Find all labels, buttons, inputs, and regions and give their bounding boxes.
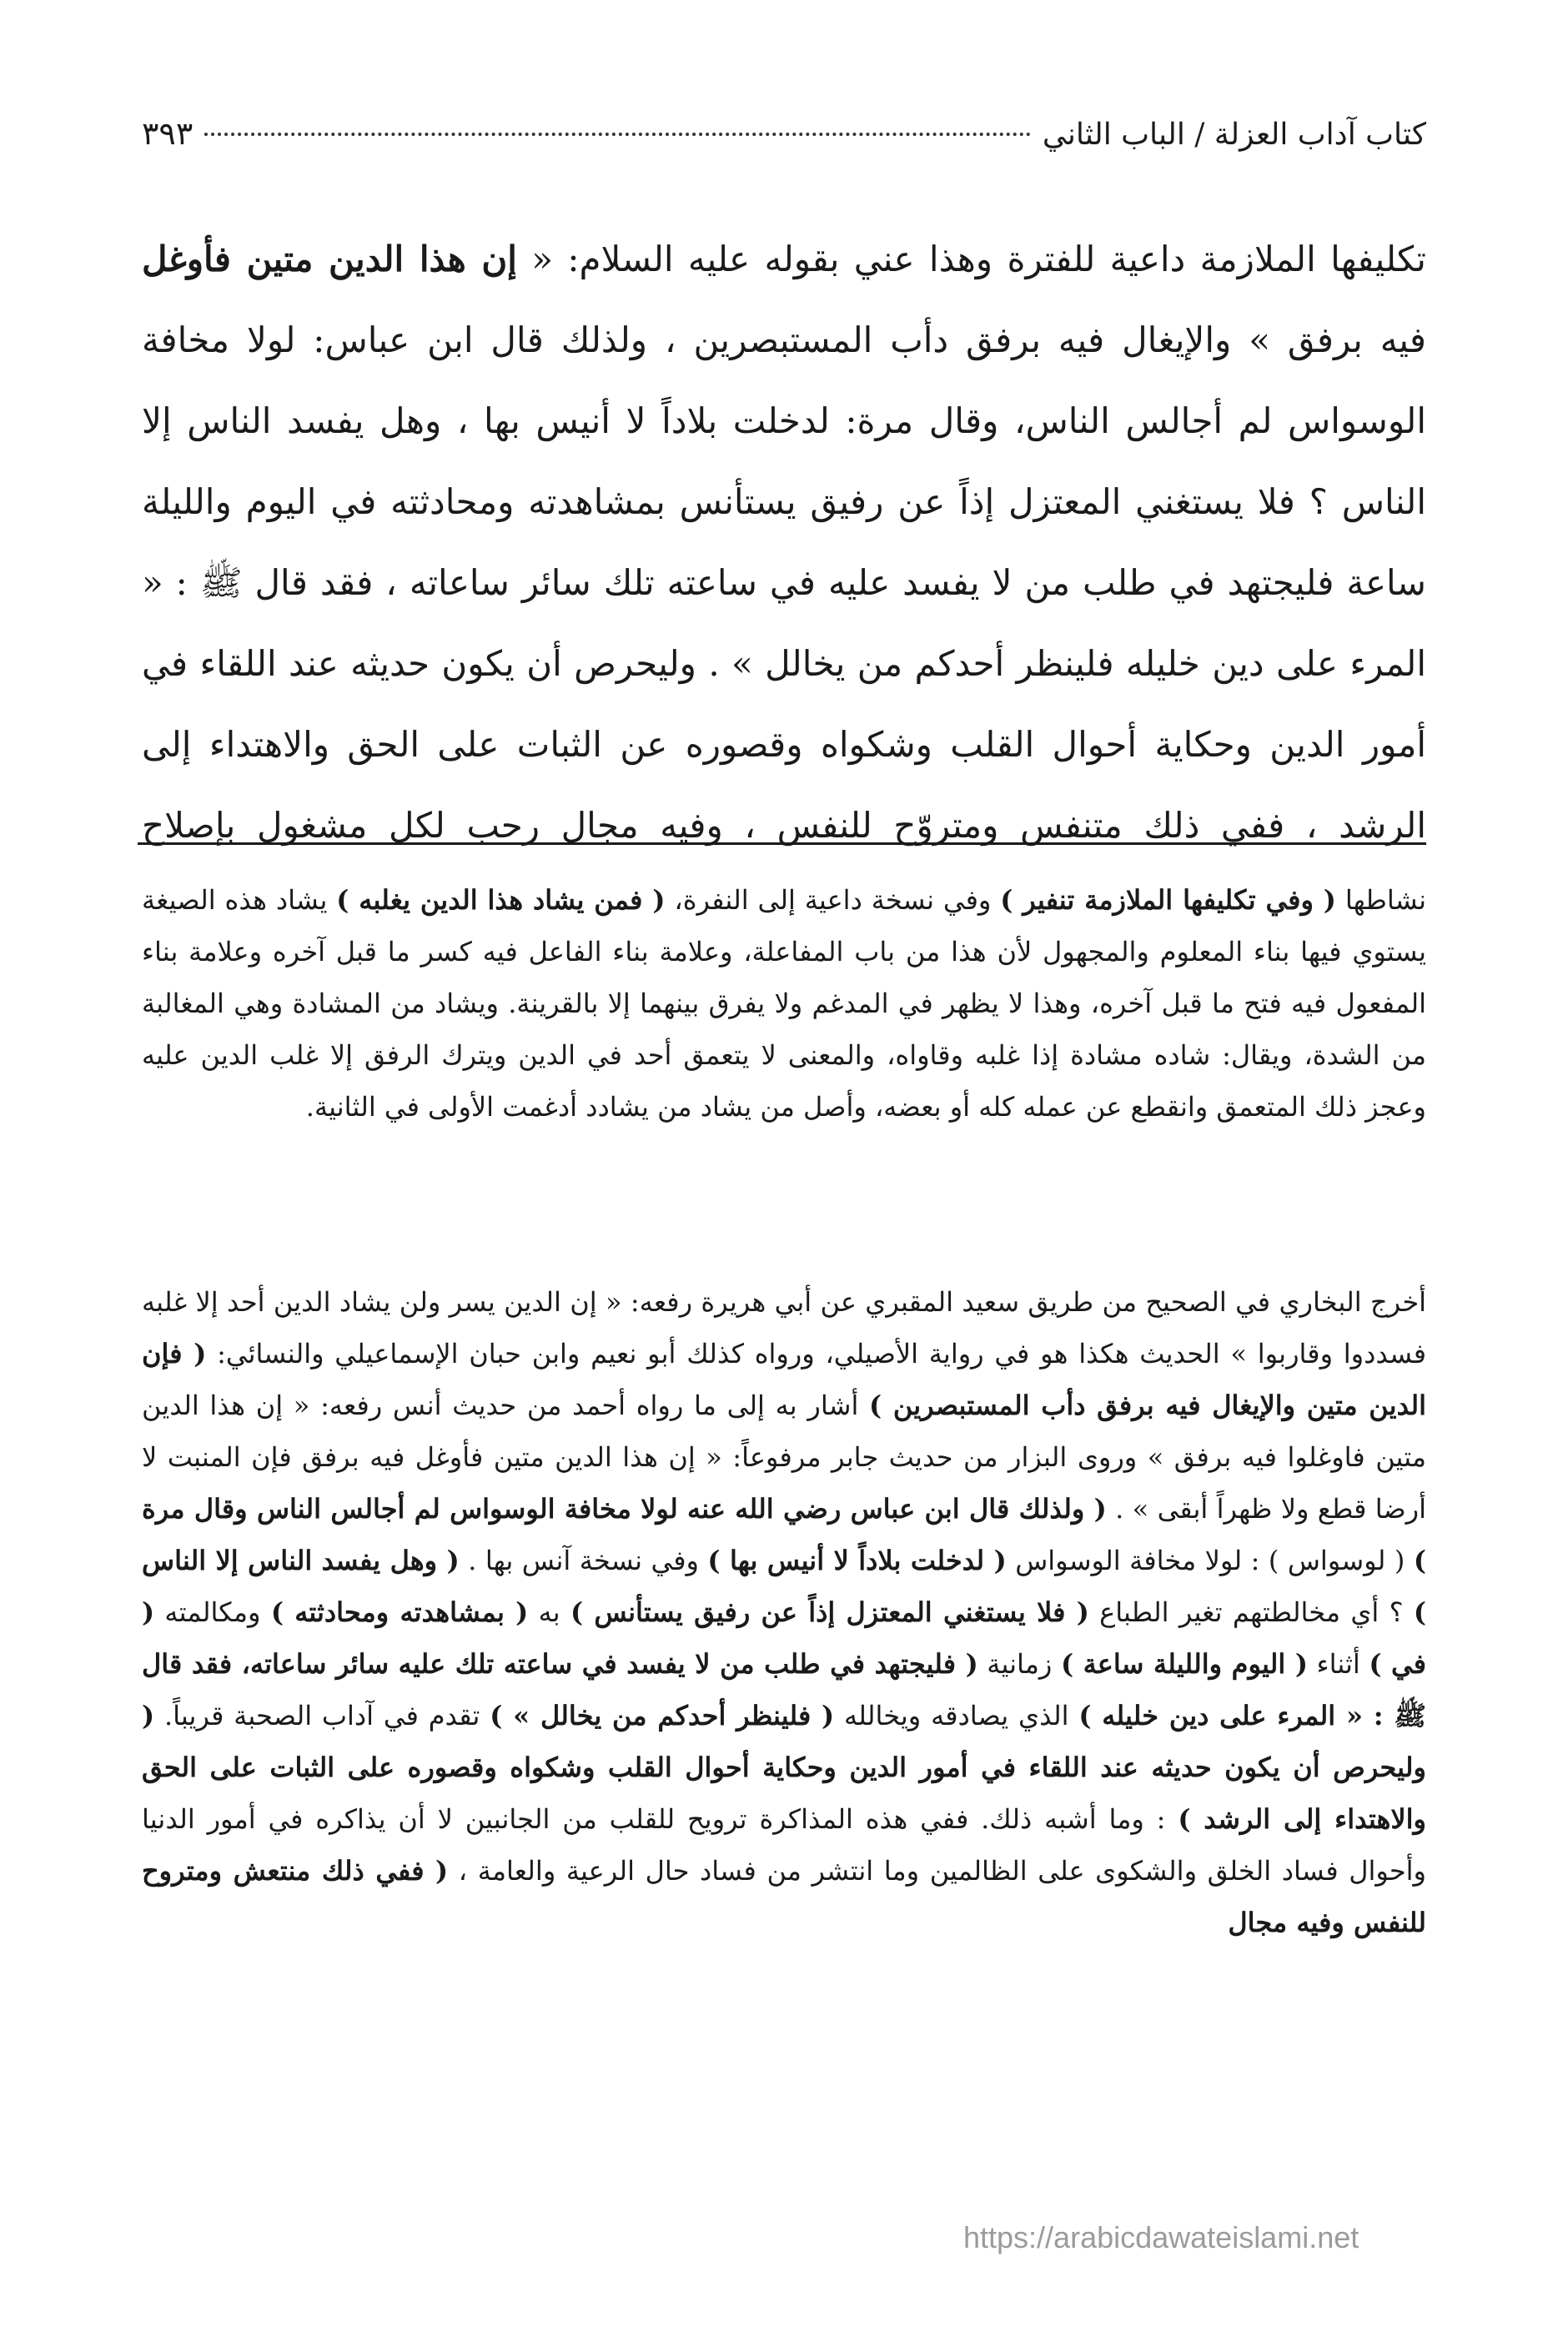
commentary-block-1 <box>142 874 1426 1133</box>
bold-quotation: ( لدخلت بلاداً لا أنيس بها ) <box>707 1545 1007 1576</box>
text-segment: زمانية <box>977 1648 1061 1680</box>
bold-quotation: ( في ) <box>142 1596 1427 1680</box>
bold-quotation: ( فلينظر أحدكم من يخالل » ) <box>490 1700 835 1731</box>
bold-quotation: ( ففي ذلك منتعش ومتروح للنفس وفيه مجال <box>142 1855 1426 1938</box>
text-segment: ومكالمته <box>154 1596 271 1628</box>
bold-quotation: ( فلا يستغني المعتزل إذاً عن رفيق يستأنس ) <box>570 1596 1089 1628</box>
text-segment: فيه برفق » والإيغال فيه برفق دأب المستبصرين ، ولذلك قال ابن عباس: لولا مخافة الوسواس لم أجالس الناس، وقال مرة: لدخلت بلاداً لا أنيس بها ، وهل يفسد الناس إلا الناس ؟ فلا يستغني المعتزل إذاً عن رفيق يستأنس بمشاهدته ومحادثته في اليوم والليلة ساعة فليجتهد في طلب من لا يفسد عليه في ساعته تلك سائر ساعاته ، فقد قال ﷺ : « المرء على دين خليله فلينظر أحدكم من يخالل » . وليحرص أن يكون حديثه عند اللقاء في أمور الدين وحكاية أحوال القلب وشكواه وقصوره عن الثبات على الحق والاهتداء إلى الرشد ، ففي ذلك متنفس ومتروّح للنفس ، وفيه مجال رحب لكل مشغول بإصلاح <box>142 319 1426 846</box>
bold-quotation: ( اليوم والليلة ساعة ) <box>1060 1648 1308 1680</box>
footnote-separator <box>138 842 1426 845</box>
bold-quotation: ( وهل يفسد الناس إلا الناس ) <box>142 1545 1427 1628</box>
text-segment: : وما أشبه ذلك. ففي هذه المذاكرة ترويح للقلب من الجانبين لا أن يذاكره في أمور الدنيا وأحوال فساد الخلق والشكوى على الظالمين وما انتشر من فساد حال الرعية والعامة ، <box>142 1803 1426 1887</box>
text-segment: ؟ أي مخالطتهم تغير الطباع <box>1088 1596 1414 1628</box>
bold-quotation: ( فإن الدين متين والإيغال فيه برفق دأب المستبصرين ) <box>142 1338 1427 1421</box>
commentary-paragraph-2 <box>142 1276 1426 1948</box>
text-segment: وفي نسخة آنس بها . <box>459 1545 708 1576</box>
commentary-paragraph-1 <box>142 874 1426 1133</box>
commentary-block-2 <box>142 1276 1426 1948</box>
bold-quotation: ( فليجتهد في طلب من لا يفسد في ساعته تلك عليه سائر ساعاته، فقد قال ﷺ : « المرء على دين خليله ) <box>142 1648 1427 1731</box>
bold-quotation: ( فمن يشاد هذا الدين يغلبه ) <box>336 884 666 916</box>
text-segment: أشار به إلى ما رواه أحمد من حديث أنس رفعه: « إن هذا الدين متين فاوغلوا فيه برفق » وروى البزار من حديث جابر مرفوعاً: « إن هذا الدين متين فأوغل فيه برفق فإن المنبت لا أرضا قطع ولا ظهراً أبقى » . <box>142 1390 1427 1525</box>
text-segment: به <box>528 1596 570 1628</box>
text-segment: نشاطها <box>1335 884 1427 916</box>
bold-quotation: ( وليحرص أن يكون حديثه عند اللقاء في أمور الدين وحكاية أحوال القلب وشكواه وقصوره على الثبات على الحق والاهتداء إلى الرشد ) <box>142 1700 1427 1835</box>
text-segment: الذي يصادقه ويخالله <box>834 1700 1079 1731</box>
watermark-url: https://arabicdawateislami.net <box>963 2220 1359 2254</box>
bold-quotation: ( ولذلك قال ابن عباس رضي الله عنه لولا مخافة الوسواس لم أجالس الناس وقال مرة ) <box>142 1493 1427 1576</box>
bold-quotation: ( وفي تكليفها الملازمة تنفير ) <box>1000 884 1336 916</box>
text-segment: تقدم في آداب الصحبة قريباً. <box>154 1700 490 1731</box>
page-number: ٣٩٣ <box>142 115 193 152</box>
text-segment: تكليفها الملازمة داعية للفترة وهذا عني بقوله عليه السلام: « <box>516 239 1427 279</box>
bold-quotation: إن هذا الدين متين فأوغل <box>142 239 517 279</box>
bold-quotation: ( بمشاهدته ومحادثته ) <box>270 1596 529 1628</box>
chapter-title: كتاب آداب العزلة / الباب الثاني <box>1042 118 1426 152</box>
main-body-text <box>142 219 1426 866</box>
text-segment: ( لوسواس ) : لولا مخافة الوسواس <box>1006 1545 1414 1576</box>
text-segment: وفي نسخة داعية إلى النفرة، <box>665 884 1001 916</box>
dotted-leader <box>204 133 1031 136</box>
text-segment: يشاد هذه الصيغة يستوي فيها بناء المعلوم والمجهول لأن هذا من باب المفاعلة، وعلامة بناء الفاعل فيه كسر ما قبل آخره وعلامة بناء المفعول فيه فتح ما قبل آخره، وهذا لا يظهر في المدغم ولا يفرق بينهما إلا بالقرينة. ويشاد من المشادة وهي المغالبة من الشدة، ويقال: شاده مشادة إذا غلبه وقاواه، والمعنى لا يتعمق أحد في الدين ويترك الرفق إلا غلب الدين عليه وعجز ذلك المتعمق وانقطع عن عمله كله أو بعضه، وأصل من يشاد من يشادد أدغمت الأولى في الثانية. <box>142 884 1427 1123</box>
running-header <box>142 115 1426 165</box>
text-segment: أخرج البخاري في الصحيح من طريق سعيد المقبري عن أبي هريرة رفعه: « إن الدين يسر ولن يشاد الدين أحد إلا غلبه فسددوا وقاربوا » الحديث هكذا هو في رواية الأصيلي، ورواه كذلك أبو نعيم وابن حبان الإسماعيلي والنسائي: <box>142 1286 1427 1370</box>
main-paragraph <box>142 219 1426 866</box>
text-segment: أثناء <box>1307 1648 1369 1680</box>
